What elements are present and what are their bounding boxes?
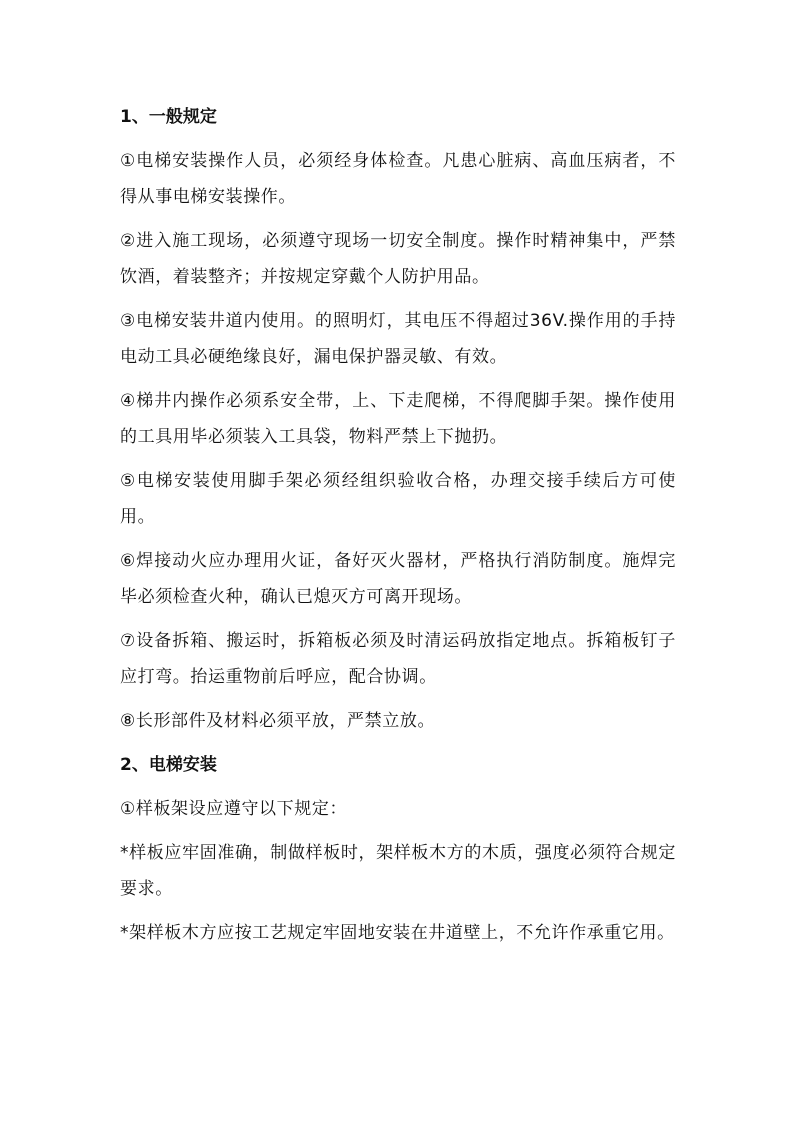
section-heading-installation: 2、电梯安装 (120, 755, 217, 775)
section-heading-general: 1、一般规定 (120, 107, 217, 127)
document-page (120, 99, 676, 959)
list-item: ⑦设备拆箱、搬运时，拆箱板必须及时清运码放指定地点。拆箱板钉子应打弯。抬运重物前后呼应，配合协调。 (120, 631, 676, 687)
list-item: ②进入施工现场，必须遵守现场一切安全制度。操作时精神集中，严禁饮酒，着装整齐；并按规定穿戴个人防护用品。 (120, 231, 676, 287)
list-item: ③电梯安装井道内使用。的照明灯，其电压不得超过36V.操作用的手持电动工具必硬绝缘良好，漏电保护器灵敏、有效。 (120, 311, 676, 367)
list-item: *架样板木方应按工艺规定牢固地安装在井道壁上，不允许作承重它用。 (120, 923, 675, 943)
list-item: *样板应牢固准确，制做样板时，架样板木方的木质，强度必须符合规定要求。 (120, 843, 676, 899)
list-item: ①样板架设应遵守以下规定： (120, 799, 348, 819)
list-item: ⑥焊接动火应办理用火证，备好灭火器材，严格执行消防制度。施焊完毕必须检查火种，确认已熄灭方可离开现场。 (120, 551, 676, 607)
list-item: ④梯井内操作必须系安全带，上、下走爬梯，不得爬脚手架。操作使用的工具用毕必须装入工具袋，物料严禁上下抛扔。 (120, 391, 676, 447)
list-item: ①电梯安装操作人员，必须经身体检查。凡患心脏病、高血压病者，不得从事电梯安装操作。 (120, 151, 676, 207)
list-item: ⑤电梯安装使用脚手架必须经组织验收合格，办理交接手续后方可使用。 (120, 471, 676, 527)
list-item: ⑧长形部件及材料必须平放，严禁立放。 (120, 711, 436, 731)
